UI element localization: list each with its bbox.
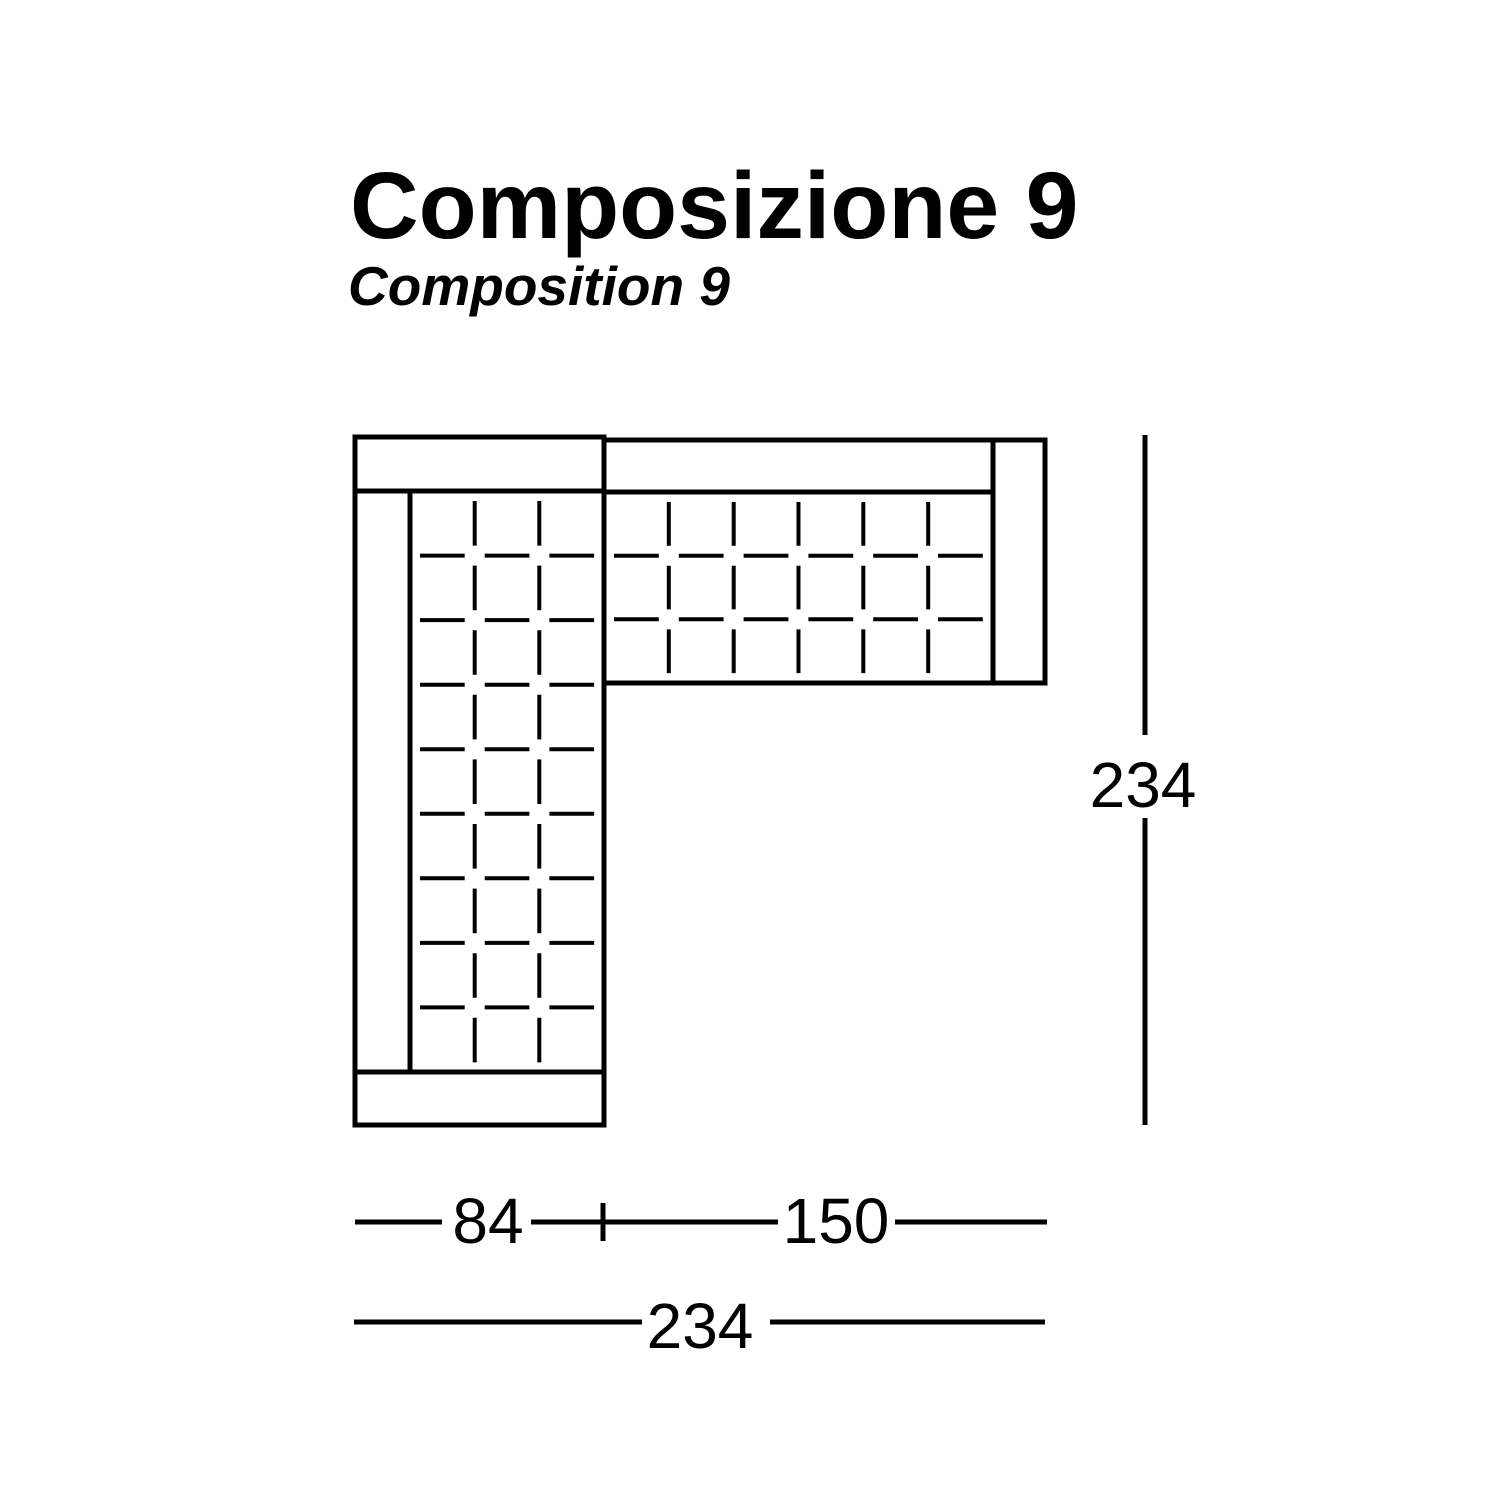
dim-depth-total [1090,435,1197,1125]
right-module [604,440,1045,683]
left-cushion-tufting [410,491,604,1072]
dim-width-total [354,1290,1045,1362]
left-module-outline [355,437,604,1125]
page-subtitle: Composition 9 [348,255,730,317]
dim-width-split [355,1185,1047,1257]
right-cushion-tufting [604,492,993,683]
sofa-plan [355,437,1045,1125]
title-block [348,153,1078,317]
page-title: Composizione 9 [350,153,1079,259]
dim-value-width-total: 234 [646,1290,754,1362]
left-module [355,437,604,1125]
dim-value-right-width: 150 [782,1185,890,1257]
dimension-annotations [354,435,1196,1362]
dim-value-left-width: 84 [452,1185,524,1257]
dim-value-depth-total: 234 [1089,749,1197,821]
